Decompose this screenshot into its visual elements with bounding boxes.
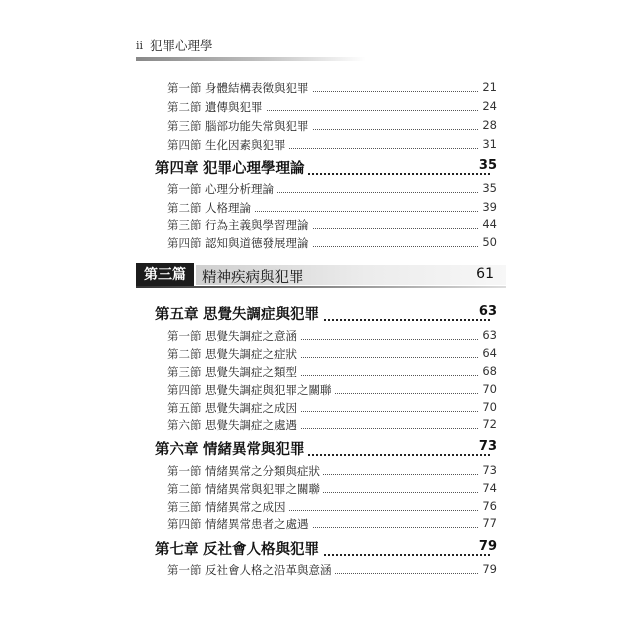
section-number: 第二節 xyxy=(167,347,202,361)
chapter-number: 第四章 xyxy=(155,160,199,177)
section-number: 第一節 xyxy=(167,464,202,478)
section-title: 身體結構表徵與犯罪 xyxy=(205,80,312,96)
chapter-title: 反社會人格與犯罪 xyxy=(203,538,322,559)
section-title: 情緒異常患者之處遇 xyxy=(205,516,312,532)
toc-section-entry[interactable] xyxy=(0,399,640,417)
section-title: 思覺失調症之意涵 xyxy=(205,328,300,344)
page-number: 44 xyxy=(479,217,497,231)
section-number: 第六節 xyxy=(167,418,202,432)
section-title: 反社會人格之沿革與意涵 xyxy=(205,562,335,578)
page-number: 31 xyxy=(479,137,497,151)
page-number: 63 xyxy=(476,304,497,319)
page-number: 77 xyxy=(479,516,497,530)
section-number: 第三節 xyxy=(167,500,202,514)
toc-section-entry[interactable] xyxy=(0,462,640,480)
part-title: 精神疾病與犯罪 xyxy=(202,270,304,286)
section-number: 第一節 xyxy=(167,563,202,577)
toc-section-entry[interactable] xyxy=(0,180,640,198)
running-header xyxy=(136,35,496,57)
section-title: 情緒異常之成因 xyxy=(205,499,289,515)
section-number: 第三節 xyxy=(167,119,202,133)
page-number: 73 xyxy=(476,439,497,454)
section-number: 第四節 xyxy=(167,236,202,250)
page-number: 70 xyxy=(479,382,497,396)
part-banner[interactable] xyxy=(136,263,506,287)
page-number: 28 xyxy=(479,118,497,132)
toc-chapter-entry[interactable] xyxy=(0,302,640,326)
section-title: 思覺失調症之成因 xyxy=(205,400,300,416)
section-title: 行為主義與學習理論 xyxy=(205,217,312,233)
section-title: 情緒異常與犯罪之關聯 xyxy=(205,481,323,497)
toc-section-entry[interactable] xyxy=(0,327,640,345)
toc-section-entry[interactable] xyxy=(0,480,640,498)
header-rule xyxy=(136,57,366,61)
section-title: 思覺失調症之症狀 xyxy=(205,346,300,362)
chapter-title: 情緒異常與犯罪 xyxy=(203,438,308,459)
section-number: 第三節 xyxy=(167,218,202,232)
section-title: 認知與道德發展理論 xyxy=(205,235,312,251)
section-number: 第一節 xyxy=(167,329,202,343)
section-title: 腦部功能失常與犯罪 xyxy=(205,118,312,134)
toc-section-entry[interactable] xyxy=(0,136,640,154)
page-number: 72 xyxy=(479,417,497,431)
toc-chapter-entry[interactable] xyxy=(0,437,640,461)
section-number: 第一節 xyxy=(167,182,202,196)
section-title: 思覺失調症與犯罪之關聯 xyxy=(205,382,335,398)
toc-section-entry[interactable] xyxy=(0,363,640,381)
toc-section-entry[interactable] xyxy=(0,98,640,116)
part-underline xyxy=(136,286,506,288)
toc-section-entry[interactable] xyxy=(0,416,640,434)
section-number: 第四節 xyxy=(167,383,202,397)
toc-section-entry[interactable] xyxy=(0,79,640,97)
page-number: 73 xyxy=(479,463,497,477)
section-number: 第二節 xyxy=(167,201,202,215)
toc-section-entry[interactable] xyxy=(0,234,640,252)
section-number: 第二節 xyxy=(167,482,202,496)
chapter-number: 第六章 xyxy=(155,441,199,458)
section-number: 第二節 xyxy=(167,100,202,114)
toc-section-entry[interactable] xyxy=(0,199,640,217)
toc-section-entry[interactable] xyxy=(0,345,640,363)
section-number: 第一節 xyxy=(167,81,202,95)
page-number: 74 xyxy=(479,481,497,495)
chapter-number: 第五章 xyxy=(155,306,199,323)
section-title: 思覺失調症之類型 xyxy=(205,364,300,380)
toc-chapter-entry[interactable] xyxy=(0,537,640,561)
section-title: 遺傳與犯罪 xyxy=(205,99,266,115)
page-number: 64 xyxy=(479,346,497,360)
part-label: 第三篇 xyxy=(136,263,194,287)
page-number: 35 xyxy=(479,181,497,195)
page-number: 68 xyxy=(479,364,497,378)
toc-section-entry[interactable] xyxy=(0,216,640,234)
page-number: 76 xyxy=(479,499,497,513)
toc-section-entry[interactable] xyxy=(0,117,640,135)
book-title: 犯罪心理學 xyxy=(150,38,213,53)
page-number: 70 xyxy=(479,400,497,414)
section-title: 人格理論 xyxy=(205,200,254,216)
section-title: 情緒異常之分類與症狀 xyxy=(205,463,323,479)
toc-section-entry[interactable] xyxy=(0,381,640,399)
section-title: 心理分析理論 xyxy=(205,181,277,197)
section-title: 思覺失調症之處遇 xyxy=(205,417,300,433)
section-number: 第四節 xyxy=(167,138,202,152)
toc-section-entry[interactable] xyxy=(0,515,640,533)
page-folio: ii xyxy=(136,39,144,52)
page-number: 21 xyxy=(479,80,497,94)
page-number: 79 xyxy=(476,539,497,554)
section-number: 第五節 xyxy=(167,401,202,415)
toc-section-entry[interactable] xyxy=(0,561,640,579)
page-number: 24 xyxy=(479,99,497,113)
section-number: 第三節 xyxy=(167,365,202,379)
section-title: 生化因素與犯罪 xyxy=(205,137,289,153)
page-number: 35 xyxy=(476,158,497,173)
page-number: 50 xyxy=(479,235,497,249)
page-number: 79 xyxy=(479,562,497,576)
toc-section-entry[interactable] xyxy=(0,498,640,516)
chapter-number: 第七章 xyxy=(155,541,199,558)
page-number: 63 xyxy=(479,328,497,342)
toc-chapter-entry[interactable] xyxy=(0,156,640,180)
page-number: 39 xyxy=(479,200,497,214)
chapter-title: 思覺失調症與犯罪 xyxy=(203,303,322,324)
part-page: 61 xyxy=(476,266,494,282)
chapter-title: 犯罪心理學理論 xyxy=(203,157,308,178)
section-number: 第四節 xyxy=(167,517,202,531)
